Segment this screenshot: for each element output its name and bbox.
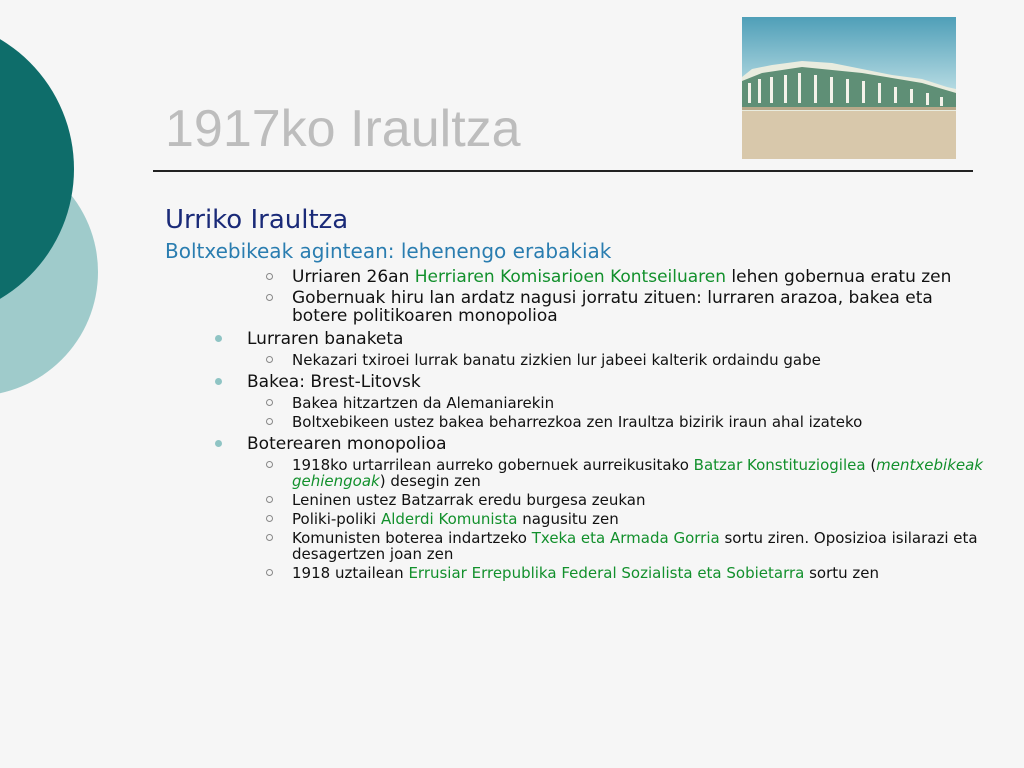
highlight-term: Txeka eta Armada Gorria [531, 529, 720, 547]
text: Urriaren 26an [292, 267, 415, 287]
list-item [165, 565, 985, 581]
highlight-term: Herriaren Komisarioen Kontseiluaren [414, 267, 727, 287]
highlight-term: mentxebikeak gehiengoak [292, 456, 983, 490]
text: ( [865, 456, 877, 474]
list-item [165, 434, 985, 454]
text: nagusitu zen [517, 510, 619, 528]
list-item [165, 530, 985, 562]
list-item [165, 511, 985, 527]
highlight-term: Alderdi Komunista [380, 510, 518, 528]
list-item [165, 457, 985, 489]
text: Bakea: Brest-Litovsk [247, 372, 421, 392]
text: Leninen ustez Batzarrak eredu burgesa zeukan [292, 491, 646, 509]
highlight-term: Errusiar Errepublika Federal Sozialista eta Sobietarra [408, 564, 805, 582]
text: Bakea hitzartzen da Alemaniarekin [292, 394, 555, 412]
text: Komunisten boterea indartzeko [292, 529, 532, 547]
text: lehen gobernua eratu zen [726, 267, 952, 287]
text: Lurraren banaketa [247, 329, 404, 349]
section-heading: Urriko Iraultza [165, 205, 349, 235]
text: sortu ziren. Oposizioa isilarazi eta desagertzen joan zen [292, 529, 978, 563]
list-item [165, 352, 985, 368]
list-item [165, 372, 985, 392]
slide-title: 1917ko Iraultza [165, 100, 521, 158]
text: sortu zen [804, 564, 880, 582]
text: Boterearen monopolioa [247, 434, 447, 454]
text: Poliki-poliki [292, 510, 381, 528]
text: ) desegin zen [379, 472, 481, 490]
list-item [165, 492, 985, 508]
list-item [165, 329, 985, 349]
highlight-term: Batzar Konstituziogilea [693, 456, 866, 474]
text: Gobernuak hiru lan ardatz nagusi jorratu zituen: lurraren arazoa, bakea eta botere politikoaren monopolioa [292, 288, 933, 326]
title-divider [153, 170, 973, 172]
slide-content [165, 203, 985, 581]
list-item [165, 289, 985, 325]
section-subheading: Boltxebikeak agintean: lehenengo erabakiak [165, 239, 612, 263]
list-item [165, 268, 985, 286]
palace-square-photo [742, 17, 956, 159]
text: 1918 uztailean [292, 564, 409, 582]
list-item [165, 395, 985, 411]
text: 1918ko urtarrilean aurreko gobernuek aurreikusitako [292, 456, 694, 474]
text: Nekazari txiroei lurrak banatu zizkien lur jabeei kalterik ordaindu gabe [292, 351, 821, 369]
text: Boltxebikeen ustez bakea beharrezkoa zen Iraultza bizirik iraun ahal izateko [292, 413, 863, 431]
list-item [165, 414, 985, 430]
bullet-list [165, 268, 985, 581]
